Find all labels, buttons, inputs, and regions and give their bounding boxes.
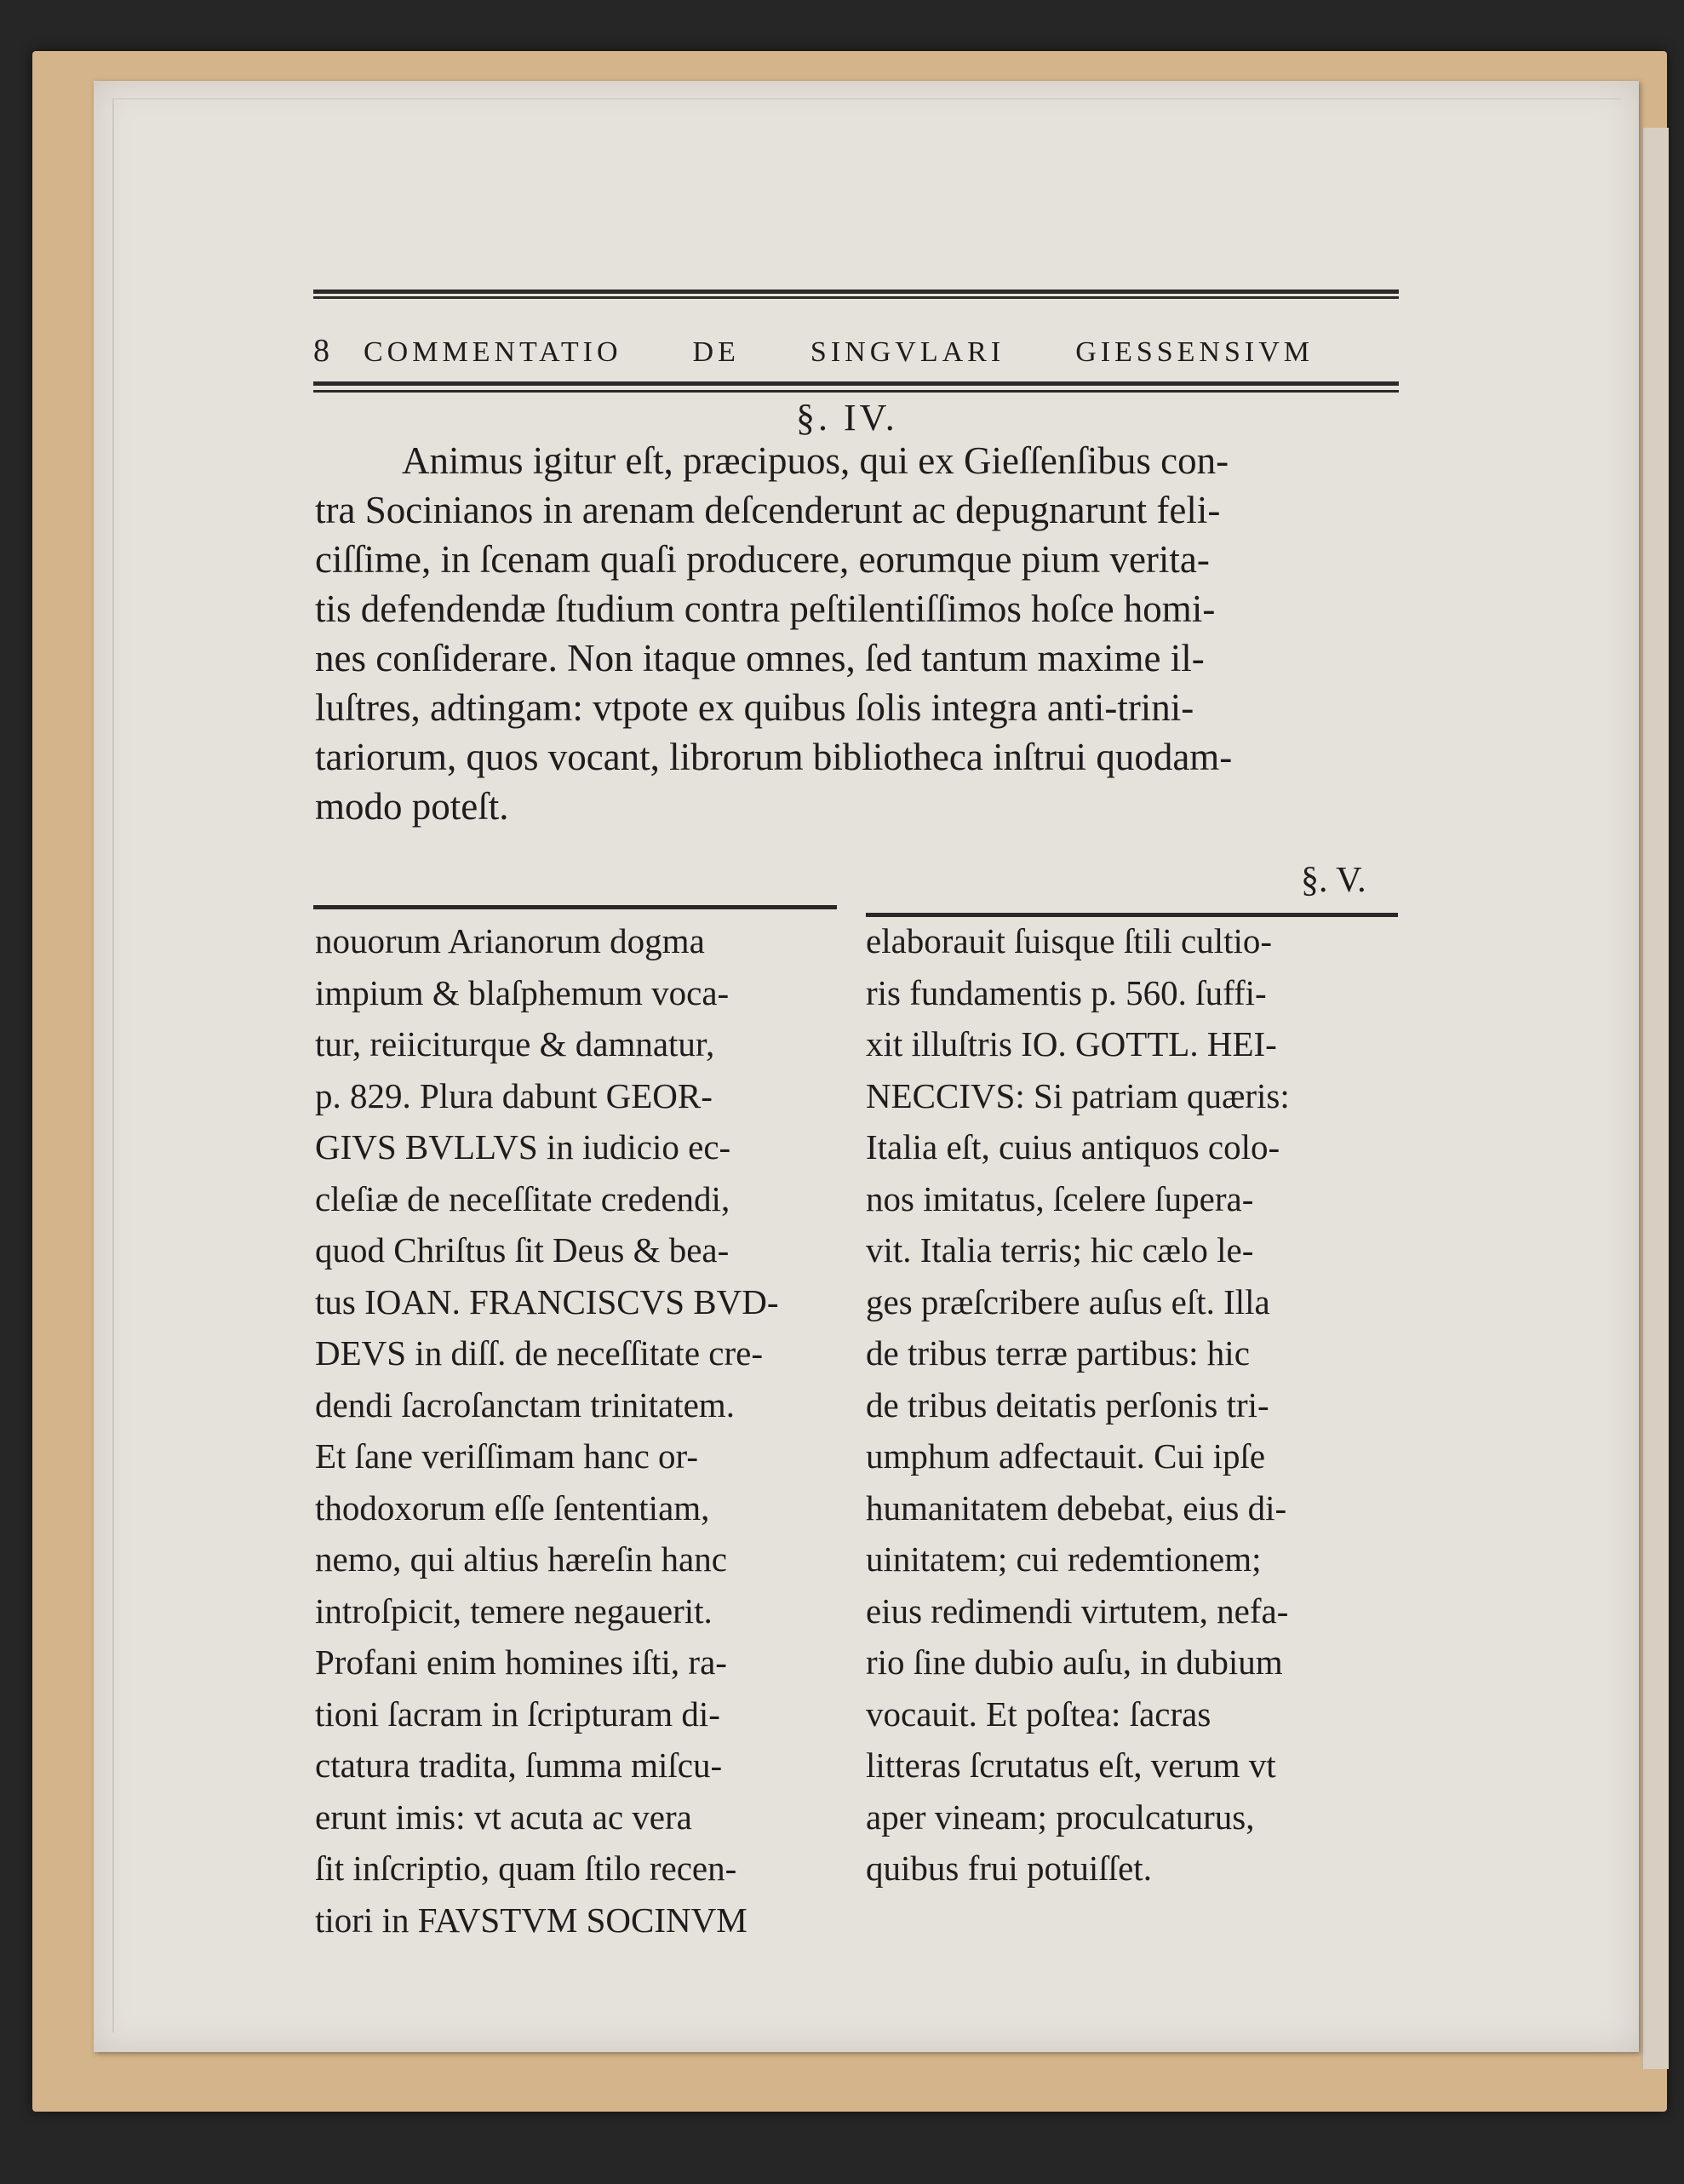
footnote-line bbox=[866, 967, 1406, 1019]
footnote-line-content: ris fundamentis p. 560. ſuffi- bbox=[866, 972, 1267, 1012]
footnote-line-content: rio ſine dubio auſu, in dubium bbox=[866, 1642, 1283, 1682]
footnote-line bbox=[866, 1379, 1406, 1431]
footnote-line bbox=[315, 1121, 836, 1173]
footnote-line bbox=[866, 1018, 1406, 1070]
footnote-line bbox=[866, 1482, 1406, 1534]
running-header bbox=[313, 332, 1314, 370]
footnote-line bbox=[866, 1688, 1406, 1740]
footnote-line bbox=[315, 1482, 836, 1534]
footnote-line-content: tur, reiiciturque & damnatur, bbox=[315, 1024, 715, 1063]
footnote-line-content: p. 829. Plura dabunt GEOR- bbox=[315, 1075, 713, 1115]
footnote-line bbox=[866, 1740, 1406, 1791]
footnote-line-content: thodoxorum eſſe ſententiam, bbox=[315, 1488, 710, 1528]
footnote-line-content: nos imitatus, ſcelere ſupera- bbox=[866, 1178, 1254, 1218]
footnote-line bbox=[315, 1740, 836, 1791]
footnote-line-content: umphum adfectauit. Cui ipſe bbox=[866, 1436, 1266, 1476]
catchword: §. V. bbox=[1301, 861, 1366, 900]
footnote-line bbox=[315, 1018, 836, 1070]
footnote-line bbox=[866, 1224, 1406, 1276]
text-line bbox=[315, 732, 1413, 782]
footnote-line-content: quod Chriſtus ſit Deus & bea- bbox=[315, 1230, 730, 1270]
text-line bbox=[315, 584, 1413, 633]
header-rule-bottom bbox=[313, 381, 1399, 386]
footnote-line bbox=[866, 1070, 1406, 1122]
running-head-title bbox=[364, 336, 1314, 369]
footnote-line-content: uinitatem; cui redemtionem; bbox=[866, 1539, 1262, 1579]
footnote-line bbox=[866, 1533, 1406, 1585]
footnote-line bbox=[866, 1173, 1406, 1225]
footnote-line bbox=[866, 1637, 1406, 1688]
footnote-line-content: introſpicit, temere negauerit. bbox=[315, 1591, 713, 1631]
running-head-word: SINGVLARI bbox=[810, 336, 1005, 368]
footnote-line-content: dendi ſacroſanctam trinitatem. bbox=[315, 1384, 735, 1424]
text-line-content: tra Socinianos in arenam deſcenderunt ac depugnarunt feli- bbox=[315, 489, 1221, 531]
footnote-line-content: erunt imis: vt acuta ac vera bbox=[315, 1797, 692, 1837]
footnote-line bbox=[315, 1173, 836, 1225]
footnote-line-content: litteras ſcrutatus eſt, verum vt bbox=[866, 1745, 1276, 1785]
footnote-line bbox=[866, 1843, 1406, 1895]
text-line bbox=[315, 683, 1413, 732]
running-head-word: COMMENTATIO bbox=[364, 336, 622, 368]
header-rule-top-thin bbox=[313, 296, 1399, 299]
text-line bbox=[315, 436, 1413, 485]
footnote-line-content: Profani enim homines iſti, ra- bbox=[315, 1642, 727, 1682]
text-line bbox=[315, 485, 1413, 535]
footnote-line-content: ctatura tradita, ſumma miſcu- bbox=[315, 1745, 723, 1785]
footnote-line bbox=[315, 1637, 836, 1688]
text-line-content: luſtres, adtingam: vtpote ex quibus ſolis integra anti-trini- bbox=[315, 686, 1194, 729]
footnote-line bbox=[315, 967, 836, 1019]
footnote-line-content: nouorum Arianorum dogma bbox=[315, 921, 705, 960]
footnote-line-content: Et ſane veriſſimam hanc or- bbox=[315, 1436, 698, 1476]
footnote-line-content: impium & blaſphemum voca- bbox=[315, 972, 730, 1012]
footnote-line-content: GIVS BVLLVS in iudicio ec- bbox=[315, 1127, 731, 1167]
footnote-line-content: de tribus deitatis perſonis tri- bbox=[866, 1384, 1269, 1424]
running-head-word: GIESSENSIVM bbox=[1075, 336, 1314, 368]
footnote-line-content: tiori in FAVSTVM SOCINVM bbox=[315, 1900, 747, 1940]
footnote-line bbox=[866, 915, 1406, 967]
footnote-line-content: vit. Italia terris; hic cælo le- bbox=[866, 1230, 1254, 1270]
footnote-line bbox=[315, 1276, 836, 1328]
text-line-content: Animus igitur eſt, præcipuos, qui ex Gieſſenſibus con- bbox=[402, 439, 1229, 482]
footnote-line bbox=[866, 1791, 1406, 1843]
footnote-rule-left bbox=[313, 905, 837, 909]
footnote-line-content: quibus frui potuiſſet. bbox=[866, 1849, 1152, 1888]
header-rule-bottom-thin bbox=[313, 390, 1399, 393]
footnote-line-content: ſit inſcriptio, quam ſtilo recen- bbox=[315, 1849, 737, 1888]
footnote-line bbox=[315, 1327, 836, 1379]
footnote-line-content: xit illuſtris IO. GOTTL. HEI- bbox=[866, 1024, 1277, 1063]
footnote-line-content: tioni ſacram in ſcripturam di- bbox=[315, 1694, 720, 1734]
text-line-content: tariorum, quos vocant, librorum bibliotheca inſtrui quodam- bbox=[315, 736, 1233, 778]
footnote-line bbox=[315, 1895, 836, 1946]
footnote-line-content: aper vineam; proculcaturus, bbox=[866, 1797, 1255, 1837]
text-line bbox=[315, 535, 1413, 584]
text-line bbox=[315, 782, 1413, 831]
footnote-column-right bbox=[866, 915, 1406, 1895]
text-line-content: tis defendendæ ſtudium contra peſtilentiſſimos hoſce homi- bbox=[315, 588, 1216, 630]
footnote-line-content: DEVS in diſſ. de neceſſitate cre- bbox=[315, 1333, 763, 1373]
text-line-content: modo poteſt. bbox=[315, 785, 509, 828]
footnote-line-content: eius redimendi virtutem, nefa- bbox=[866, 1591, 1289, 1631]
page-number: 8 bbox=[313, 333, 329, 369]
footnote-line bbox=[315, 1379, 836, 1431]
footnote-line-content: humanitatem debebat, eius di- bbox=[866, 1488, 1287, 1528]
footnote-line-content: cleſiæ de neceſſitate credendi, bbox=[315, 1178, 730, 1218]
footnote-line-content: de tribus terræ partibus: hic bbox=[866, 1333, 1250, 1373]
footnote-line bbox=[866, 1430, 1406, 1482]
footnote-line bbox=[315, 1791, 836, 1843]
footnote-line-content: elaborauit ſuisque ſtili cultio- bbox=[866, 921, 1273, 960]
page-edges bbox=[1641, 128, 1669, 2069]
footnote-line bbox=[315, 915, 836, 967]
footnote-line-content: ges præſcribere auſus eſt. Illa bbox=[866, 1281, 1270, 1321]
footnote-line bbox=[315, 1533, 836, 1585]
footnote-line-content: vocauit. Et poſtea: ſacras bbox=[866, 1694, 1211, 1734]
footnote-line bbox=[315, 1688, 836, 1740]
footnote-line bbox=[315, 1224, 836, 1276]
main-paragraph bbox=[315, 436, 1413, 831]
footnote-line bbox=[315, 1070, 836, 1122]
footnote-line bbox=[315, 1843, 836, 1895]
text-line bbox=[315, 633, 1413, 683]
footnote-line bbox=[315, 1585, 836, 1637]
footnote-line-content: nemo, qui altius hæreſin hanc bbox=[315, 1539, 727, 1579]
footnote-line bbox=[315, 1430, 836, 1482]
footnote-line bbox=[866, 1276, 1406, 1328]
footnote-line-content: Italia eſt, cuius antiquos colo- bbox=[866, 1127, 1280, 1167]
text-line-content: ciſſime, in ſcenam quaſi producere, eorumque pium verita- bbox=[315, 538, 1210, 581]
footnote-line bbox=[866, 1327, 1406, 1379]
section-heading: §. IV. bbox=[796, 397, 898, 439]
running-head-word: DE bbox=[692, 336, 740, 368]
footnote-line-content: NECCIVS: Si patriam quæris: bbox=[866, 1075, 1290, 1115]
header-rule-top bbox=[313, 289, 1399, 294]
footnote-line-content: tus IOAN. FRANCISCVS BVD- bbox=[315, 1281, 779, 1321]
footnote-line bbox=[866, 1585, 1406, 1637]
text-line-content: nes conſiderare. Non itaque omnes, ſed tantum maxime il- bbox=[315, 637, 1205, 679]
footnote-column-left bbox=[315, 915, 836, 1946]
footnote-line bbox=[866, 1121, 1406, 1173]
